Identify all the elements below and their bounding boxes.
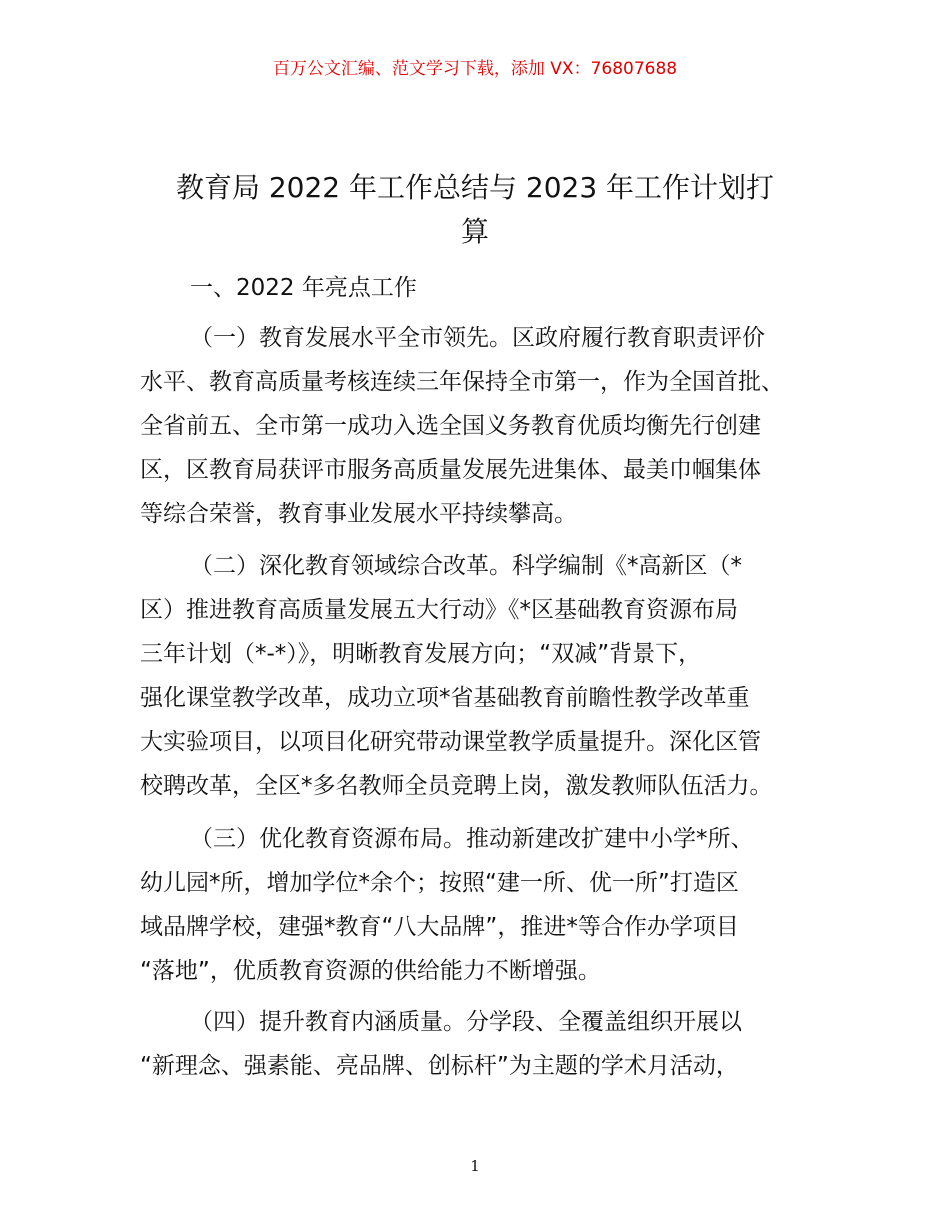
paragraph-line: （一）教育发展水平全市领先。区政府履行教育职责评价 bbox=[190, 325, 765, 351]
paragraph-line: 区，区教育局获评市服务高质量发展先进集体、最美巾帼集体 bbox=[140, 457, 761, 483]
header-text: 百万公文汇编、范文学习下载，添加 VX：76807688 bbox=[272, 59, 678, 79]
paragraph-line: “新理念、强素能、亮品牌、创标杆”为主题的学术月活动， bbox=[140, 1053, 739, 1079]
paragraph-3 bbox=[140, 817, 810, 993]
document-title bbox=[140, 166, 810, 254]
paragraph-line: 等综合荣誉，教育事业发展水平持续攀高。 bbox=[140, 501, 577, 527]
page-number: 1 bbox=[470, 1157, 480, 1175]
paragraph-line: 校聘改革，全区*多名教师全员竞聘上岗，激发教师队伍活力。 bbox=[140, 773, 773, 799]
paragraph-1 bbox=[140, 316, 810, 536]
paragraph-line: 区）推进教育高质量发展五大行动》《*区基础教育资源布局 bbox=[140, 597, 738, 623]
paragraph-4 bbox=[140, 1000, 810, 1088]
paragraph-line: 强化课堂教学改革，成功立项*省基础教育前瞻性教学改革重 bbox=[140, 685, 750, 711]
paragraph-line: 水平、教育高质量考核连续三年保持全市第一，作为全国首批、 bbox=[140, 369, 784, 395]
paragraph-line: （二）深化教育领域综合改革。科学编制《*高新区（* bbox=[190, 553, 742, 579]
paragraph-line: （三）优化教育资源布局。推动新建改扩建中小学*所、 bbox=[190, 826, 754, 852]
paragraph-line: “落地”，优质教育资源的供给能力不断增强。 bbox=[140, 958, 601, 984]
paragraph-line: （四）提升教育内涵质量。分学段、全覆盖组织开展以 bbox=[190, 1009, 742, 1035]
paragraph-2 bbox=[140, 544, 810, 808]
paragraph-line: 幼儿园*所，增加学位*余个；按照“建一所、优一所”打造区 bbox=[140, 870, 739, 896]
title-line-2: 算 bbox=[460, 215, 489, 248]
paragraph-line: 域品牌学校，建强*教育“八大品牌”，推进*等合作办学项目 bbox=[140, 914, 739, 940]
paragraph-line: 全省前五、全市第一成功入选全国义务教育优质均衡先行创建 bbox=[140, 413, 761, 439]
title-line-1: 教育局 2022 年工作总结与 2023 年工作计划打 bbox=[175, 171, 775, 204]
section-heading: 一、2022 年亮点工作 bbox=[190, 275, 417, 301]
paragraph-line: 大实验项目，以项目化研究带动课堂教学质量提升。深化区管 bbox=[140, 729, 761, 755]
header-banner bbox=[0, 58, 950, 80]
paragraph-line: 三年计划（*-*）》，明晰教育发展方向；“双减”背景下， bbox=[140, 641, 702, 667]
